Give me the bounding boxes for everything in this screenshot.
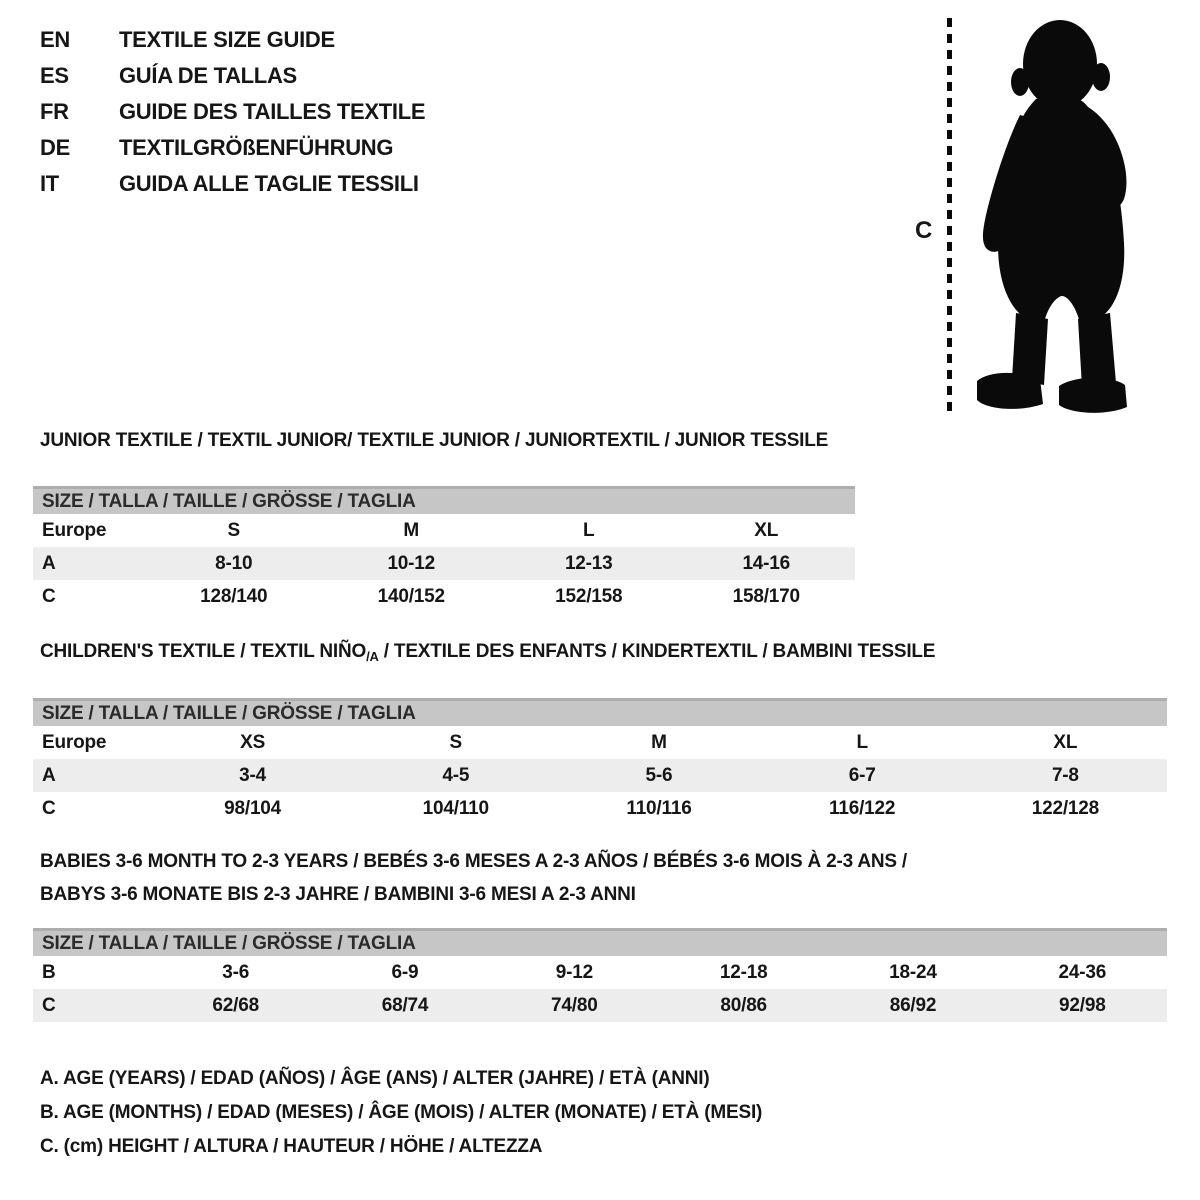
junior-textile-section	[33, 430, 1167, 613]
size-cell: XS	[240, 731, 266, 753]
size-cell: 62/68	[212, 994, 259, 1016]
size-cell: 3-6	[222, 961, 250, 983]
size-cell: XL	[1053, 731, 1078, 753]
size-cell: M	[651, 731, 667, 753]
size-cell: L	[856, 731, 868, 753]
size-cell: 68/74	[381, 994, 429, 1016]
lang-code-es: ES	[40, 63, 69, 88]
row-label: C	[42, 797, 56, 819]
height-measure-label: C	[915, 217, 933, 244]
lang-row-es	[40, 58, 425, 94]
size-cell: 6-7	[848, 764, 876, 786]
babies-section-heading	[33, 845, 1167, 911]
size-cell: 9-12	[555, 961, 593, 983]
lang-title-en: TEXTILE SIZE GUIDE	[119, 27, 335, 52]
size-cell: 7-8	[1051, 764, 1079, 786]
measure-legend	[40, 1062, 762, 1164]
children-textile-section	[33, 641, 1167, 825]
size-cell: 5-6	[645, 764, 673, 786]
size-cell: 86/92	[889, 994, 937, 1016]
row-label: C	[42, 994, 56, 1016]
table-row	[33, 956, 1167, 989]
row-label: C	[42, 585, 56, 607]
children-heading-post: / TEXTILE DES ENFANTS / KINDERTEXTIL / BAMBINI TESSILE	[378, 641, 936, 662]
lang-code-en: EN	[40, 27, 70, 52]
lang-title-fr: GUIDE DES TAILLES TEXTILE	[119, 99, 426, 124]
children-size-table	[33, 726, 1167, 825]
size-cell: 12-18	[719, 961, 768, 983]
size-cell: 98/104	[224, 797, 282, 819]
size-cell: 8-10	[215, 552, 253, 574]
size-cell: 104/110	[422, 797, 489, 819]
lang-row-de	[40, 130, 425, 166]
legend-line-b: B. AGE (MONTHS) / EDAD (MESES) / ÂGE (MOIS) / ALTER (MONATE) / ETÀ (MESI)	[40, 1102, 763, 1123]
size-cell: 24-36	[1058, 961, 1107, 983]
row-label: A	[42, 764, 56, 786]
row-label: B	[42, 961, 56, 983]
junior-size-table	[33, 514, 855, 613]
size-cell: 158/170	[732, 585, 800, 607]
legend-line-c: C. (cm) HEIGHT / ALTURA / HAUTEUR / HÖHE / ALTEZZA	[40, 1136, 543, 1157]
babies-heading-line2: BABYS 3-6 MONATE BIS 2-3 JAHRE / BAMBINI 3-6 MESI A 2-3 ANNI	[40, 884, 636, 905]
lang-code-de: DE	[40, 135, 70, 160]
size-cell: 92/98	[1059, 994, 1106, 1016]
babies-heading-line1: BABIES 3-6 MONTH TO 2-3 YEARS / BEBÉS 3-6 MESES A 2-3 AÑOS / BÉBÉS 3-6 MOIS À 2-3 ANS /	[40, 851, 908, 872]
size-cell: 12-13	[564, 552, 613, 574]
size-cell: 3-4	[239, 764, 267, 786]
size-cell: 152/158	[555, 585, 623, 607]
size-cell: 10-12	[387, 552, 436, 574]
legend-line-a: A. AGE (YEARS) / EDAD (AÑOS) / ÂGE (ANS) / ALTER (JAHRE) / ETÀ (ANNI)	[40, 1068, 710, 1089]
lang-title-es: GUÍA DE TALLAS	[119, 63, 297, 88]
junior-size-header-bar: SIZE / TALLA / TAILLE / GRÖSSE / TAGLIA	[33, 486, 855, 514]
babies-size-table	[33, 956, 1167, 1022]
size-cell: S	[449, 731, 463, 753]
size-cell: L	[583, 519, 595, 541]
table-row	[33, 792, 1167, 825]
children-heading-subscript: /A	[366, 649, 379, 664]
row-label: A	[42, 552, 56, 574]
size-cell: 110/116	[626, 797, 692, 819]
height-measure-dashed-line	[947, 18, 952, 418]
lang-code-fr: FR	[40, 99, 69, 124]
babies-size-header-bar: SIZE / TALLA / TAILLE / GRÖSSE / TAGLIA	[33, 928, 1167, 956]
children-heading-pre: CHILDREN'S TEXTILE / TEXTIL NIÑO	[40, 641, 367, 662]
table-row	[33, 580, 855, 613]
size-cell: 4-5	[442, 764, 470, 786]
row-label: Europe	[42, 731, 107, 753]
lang-title-it: GUIDA ALLE TAGLIE TESSILI	[119, 171, 419, 196]
lang-row-en	[40, 22, 425, 58]
size-cell: 6-9	[391, 961, 419, 983]
table-row	[33, 726, 1167, 759]
table-row	[33, 759, 1167, 792]
lang-row-it	[40, 166, 425, 202]
size-cell: S	[227, 519, 240, 541]
children-section-heading	[33, 641, 1167, 668]
size-cell: 74/80	[551, 994, 598, 1016]
size-cell: 18-24	[889, 961, 937, 983]
row-label: Europe	[42, 519, 107, 541]
lang-title-de: TEXTILGRÖßENFÜHRUNG	[119, 135, 394, 160]
size-cell: 122/128	[1031, 797, 1100, 819]
lang-code-it: IT	[40, 171, 59, 196]
size-cell: 14-16	[742, 552, 791, 574]
size-cell: XL	[754, 519, 779, 541]
size-cell: 80/86	[720, 994, 767, 1016]
language-title-block	[40, 22, 425, 202]
lang-row-fr	[40, 94, 425, 130]
size-cell: 116/122	[829, 797, 896, 819]
table-row	[33, 514, 855, 547]
children-size-header-bar: SIZE / TALLA / TAILLE / GRÖSSE / TAGLIA	[33, 698, 1167, 726]
babies-textile-section	[33, 845, 1167, 1022]
size-cell: 128/140	[200, 585, 268, 607]
table-row	[33, 547, 855, 580]
junior-section-heading: JUNIOR TEXTILE / TEXTIL JUNIOR/ TEXTILE JUNIOR / JUNIORTEXTIL / JUNIOR TESSILE	[40, 430, 829, 451]
toddler-silhouette-icon	[962, 15, 1142, 420]
size-cell: 140/152	[377, 585, 445, 607]
table-row	[33, 989, 1167, 1022]
size-cell: M	[403, 519, 420, 541]
